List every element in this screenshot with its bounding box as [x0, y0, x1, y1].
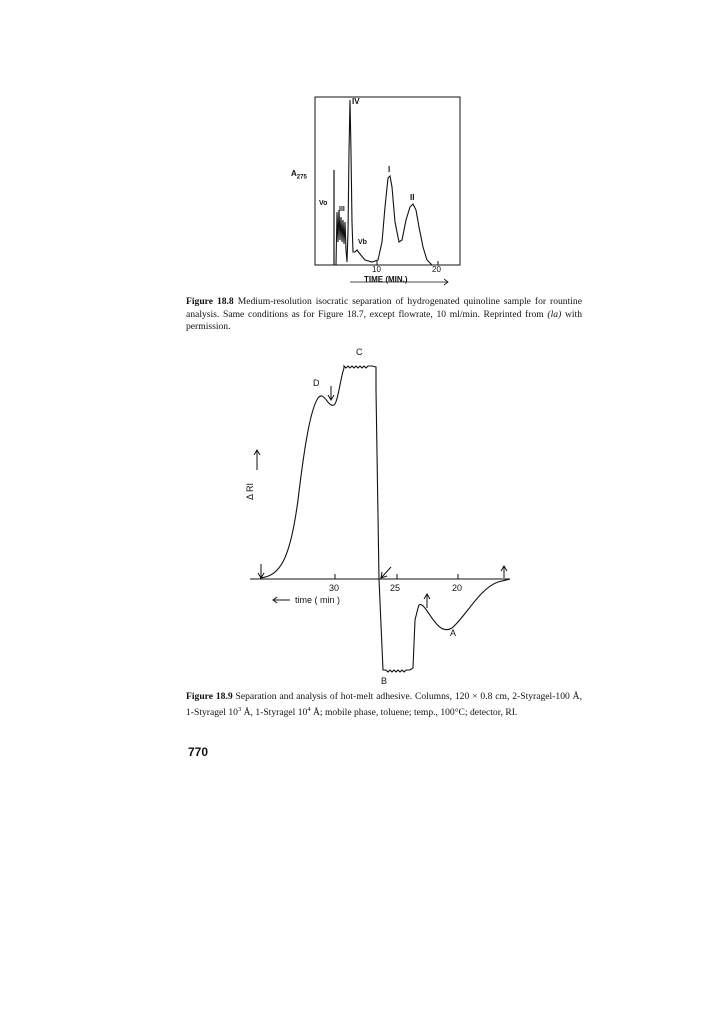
ri-trace: [260, 366, 510, 672]
arrow-start: [258, 564, 264, 578]
figure-18-8-caption: [186, 296, 582, 334]
caption-figure-number: Figure 18.9: [186, 691, 233, 702]
x-axis-title: TIME (MIN.): [364, 275, 408, 284]
caption-tail: with permission.: [186, 308, 583, 333]
arrow-d: [328, 386, 334, 400]
peak-label-i: I: [388, 165, 391, 174]
caption-sup-2: 4: [307, 705, 311, 713]
peak-label-vo: Vo: [319, 200, 328, 207]
caption-text-3: Å; mobile phase, toluene; temp., 100°C; detector, RI.: [312, 706, 518, 718]
page-number: 770: [188, 745, 209, 759]
x-tick-label-20: 20: [452, 583, 463, 593]
caption-text-1: Separation and analysis of hot-melt adhesive. Columns, 120 × 0.8 cm, 2-Styragel-100 Å, 1-Styragel 10: [186, 691, 582, 718]
figure-18-9-chromatogram: [240, 347, 530, 680]
time-direction-arrow: [273, 597, 290, 603]
y-axis-subscript: 275: [296, 174, 307, 181]
caption-text-2: Å, 1-Styragel 10: [243, 706, 308, 718]
x-tick-label-10: 10: [372, 265, 381, 274]
chromatogram-trace: [334, 97, 456, 265]
peak-label-iii: III: [339, 206, 345, 213]
figure-18-9-caption: [186, 691, 582, 719]
arrow-a: [424, 594, 430, 608]
peak-label-iv: IV: [352, 97, 360, 106]
caption-figure-number: Figure 18.8: [186, 296, 234, 307]
x-tick-label-20: 20: [432, 265, 441, 274]
peak-label-c: C: [356, 347, 363, 357]
peak-label-a: A: [450, 628, 457, 638]
x-tick-label-30: 30: [329, 583, 340, 593]
peak-label-vb: Vb: [358, 239, 367, 246]
peak-label-ii: II: [410, 193, 415, 202]
caption-sup-1: 3: [237, 705, 242, 713]
x-axis-title: time ( min ): [295, 595, 340, 605]
peak-label-b: B: [381, 676, 388, 686]
peak-label-d: D: [313, 378, 320, 388]
y-axis-label: Δ RI: [245, 482, 255, 500]
x-tick-label-25: 25: [390, 583, 401, 593]
y-axis-label: $A_{275}$: [291, 169, 307, 181]
caption-reference: (la): [547, 308, 562, 320]
figure-18-8-chromatogram: [280, 92, 470, 287]
arrow-cross: [381, 567, 391, 578]
arrow-end: [501, 566, 507, 578]
y-axis-arrow: [254, 450, 260, 470]
caption-text: Medium-resolution isocratic separation of hydrogenated quinoline sample for rountine analysis. Same conditions as for Figure 18.7, except flowrate, 10 ml/min. Reprinted from: [186, 296, 582, 320]
